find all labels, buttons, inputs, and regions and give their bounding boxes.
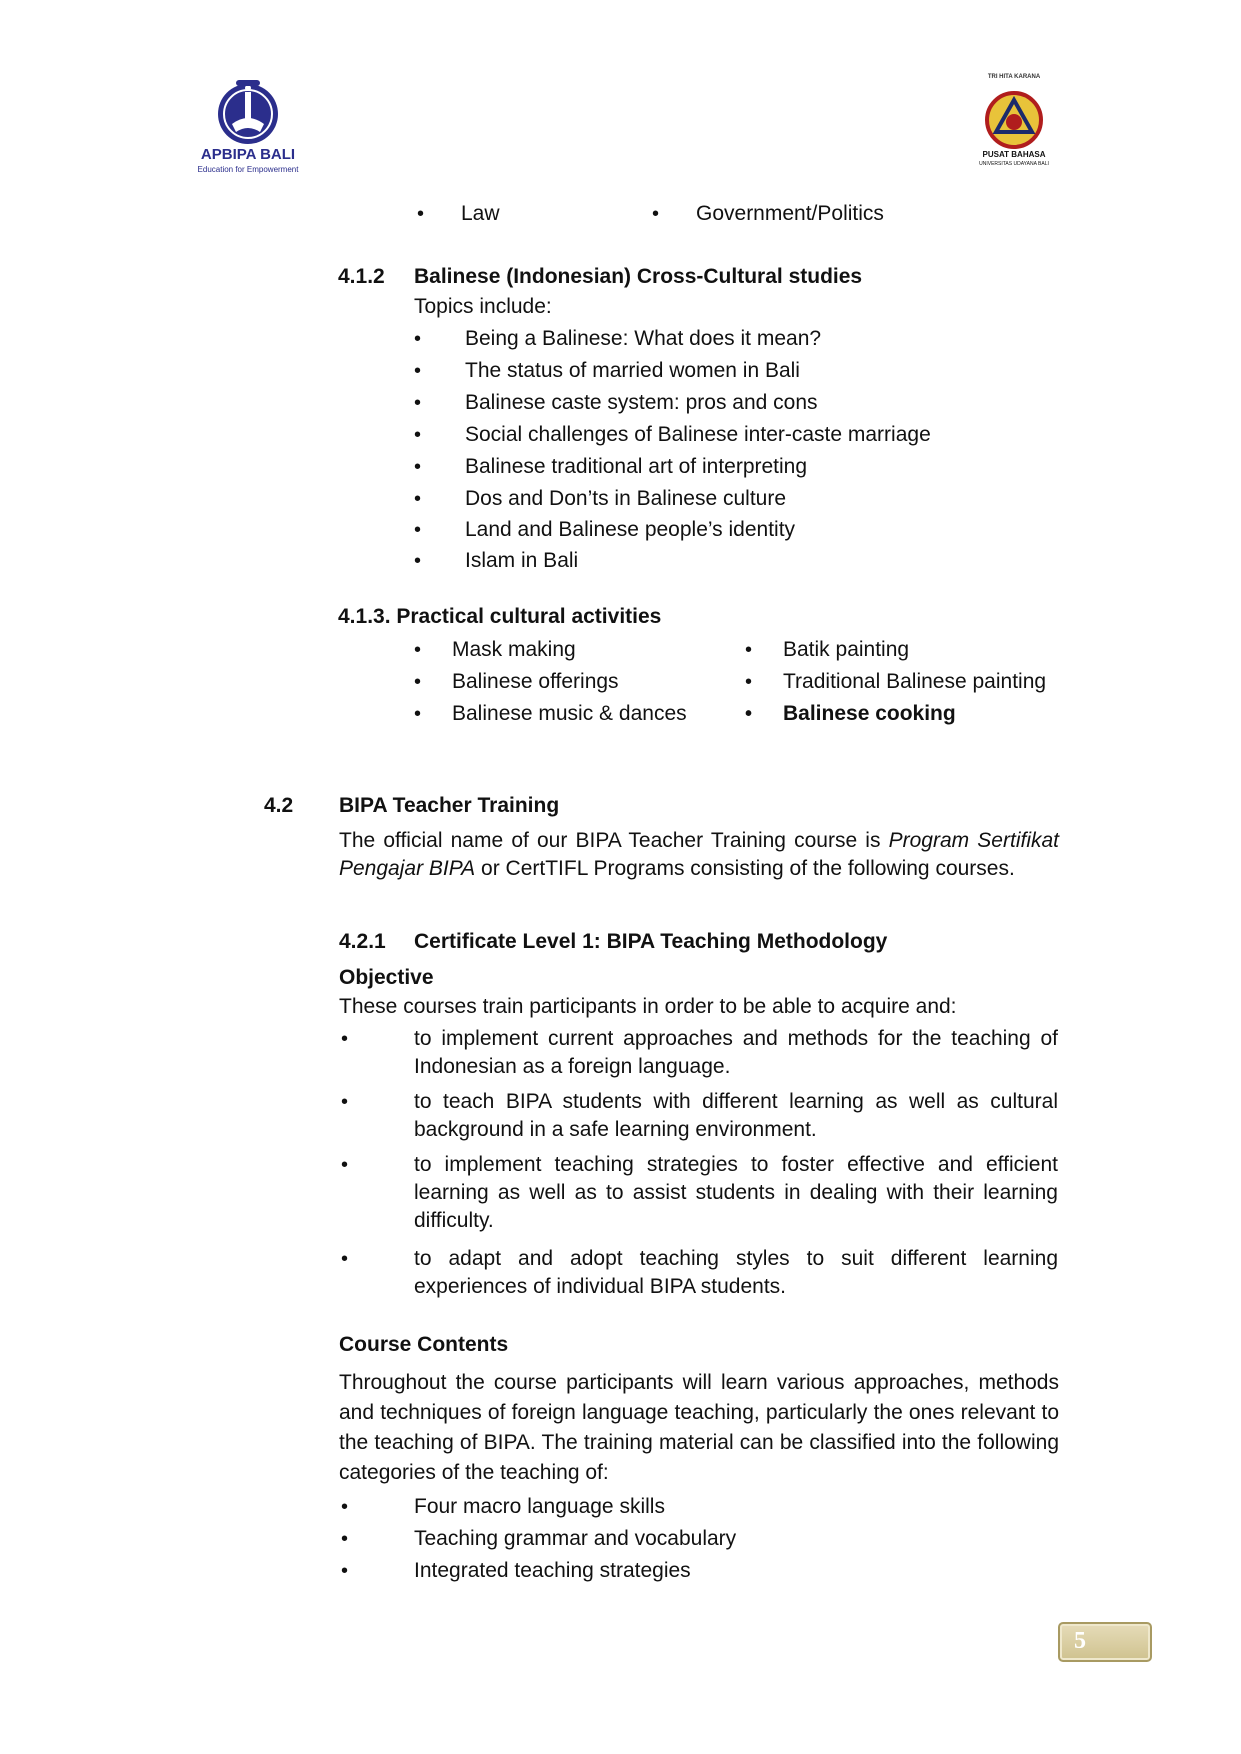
bullet-icon: • [745,703,753,725]
objective-intro: These courses train participants in order to be able to acquire and: [339,995,957,1018]
category-item: Four macro language skills [414,1495,665,1518]
list-item: Islam in Bali [465,549,579,572]
apbipa-bali-logo [192,76,304,184]
bullet-icon: • [652,203,660,225]
course-contents-paragraph: Throughout the course participants will learn various approaches, methods and techniques of foreign language teaching, particularly the ones relevant to the teaching of BIPA. The training material can be classified into the following categories of the teaching of: [339,1371,1059,1484]
bullet-icon: • [341,1528,349,1550]
bullet-icon: • [417,203,425,225]
section-number-4-2-1: 4.2.1 [339,930,386,953]
page-number: 5 [1074,1628,1086,1654]
page-number-badge [1058,1622,1152,1662]
list-item: Land and Balinese people’s identity [465,518,796,541]
list-item: Dos and Don’ts in Balinese culture [465,487,787,510]
list-item-law: Law [461,202,500,225]
objective-item: to adapt and adopt teaching styles to suit different learning experiences of individual BIPA students. [414,1247,1058,1298]
course-contents-heading: Course Contents [339,1333,509,1356]
category-item: Teaching grammar and vocabulary [414,1527,737,1550]
bullet-icon: • [414,703,422,725]
pusat-bahasa-sub: UNIVERSITAS UDAYANA BALI [979,161,1049,167]
teacher-training-paragraph: The official name of our BIPA Teacher Training course is Program Sertifikat Pengajar BIPA or CertTIFL Programs consisting of the following courses. [339,829,1059,880]
list-item: Social challenges of Balinese inter-caste marriage [465,423,931,446]
section-title-4-2: BIPA Teacher Training [339,794,560,817]
bullet-icon: • [341,1028,349,1050]
objective-heading: Objective [339,966,434,989]
bullet-icon: • [414,550,422,572]
activity-item: Traditional Balinese painting [783,670,1047,693]
bullet-icon: • [341,1496,349,1518]
apbipa-logo-tagline: Education for Empowerment [197,165,299,174]
activity-item: Balinese music & dances [452,702,687,725]
bullet-icon: • [414,328,422,350]
bullet-icon: • [414,671,422,693]
list-item: The status of married women in Bali [465,359,800,382]
bullet-icon: • [414,392,422,414]
bullet-icon: • [414,519,422,541]
section-title-4-2-1: Certificate Level 1: BIPA Teaching Methodology [414,930,888,953]
objective-item: to implement teaching strategies to foster effective and efficient learning as well as to assist students in dealing with their learning difficulty. [414,1153,1058,1232]
section-title-4-1-2: Balinese (Indonesian) Cross-Cultural studies [414,265,863,288]
activity-item: Balinese offerings [452,670,619,693]
category-item: Integrated teaching strategies [414,1559,691,1582]
bullet-icon: • [745,639,753,661]
apbipa-logo-name: APBIPA BALI [200,146,296,163]
bullet-icon: • [414,639,422,661]
bullet-icon: • [414,456,422,478]
bullet-icon: • [414,488,422,510]
topics-intro: Topics include: [414,295,552,318]
section-number-4-1-2: 4.1.2 [338,265,385,288]
bullet-icon: • [341,1560,349,1582]
section-number-4-2: 4.2 [264,794,294,817]
activity-item: Mask making [452,638,576,661]
pusat-bahasa-logo [968,74,1060,170]
bullet-icon: • [414,360,422,382]
activity-item: Batik painting [783,638,910,661]
objective-item: to implement current approaches and methods for the teaching of Indonesian as a foreign language. [414,1027,1058,1078]
bullet-icon: • [341,1154,349,1176]
objective-item: to teach BIPA students with different learning as well as cultural background in a safe learning environment. [414,1090,1058,1141]
bullet-icon: • [341,1091,349,1113]
list-item: Being a Balinese: What does it mean? [465,327,822,350]
list-item-government: Government/Politics [696,202,884,225]
list-item: Balinese caste system: pros and cons [465,391,818,414]
bullet-icon: • [414,424,422,446]
pusat-bahasa-ring-text: TRI HITA KARANA [987,74,1041,80]
list-item: Balinese traditional art of interpreting [465,455,808,478]
bullet-icon: • [341,1248,349,1270]
pusat-bahasa-name: PUSAT BAHASA [982,150,1046,159]
section-heading-4-1-3: 4.1.3. Practical cultural activities [338,605,662,628]
bullet-icon: • [745,671,753,693]
activity-item: Balinese cooking [783,702,956,725]
